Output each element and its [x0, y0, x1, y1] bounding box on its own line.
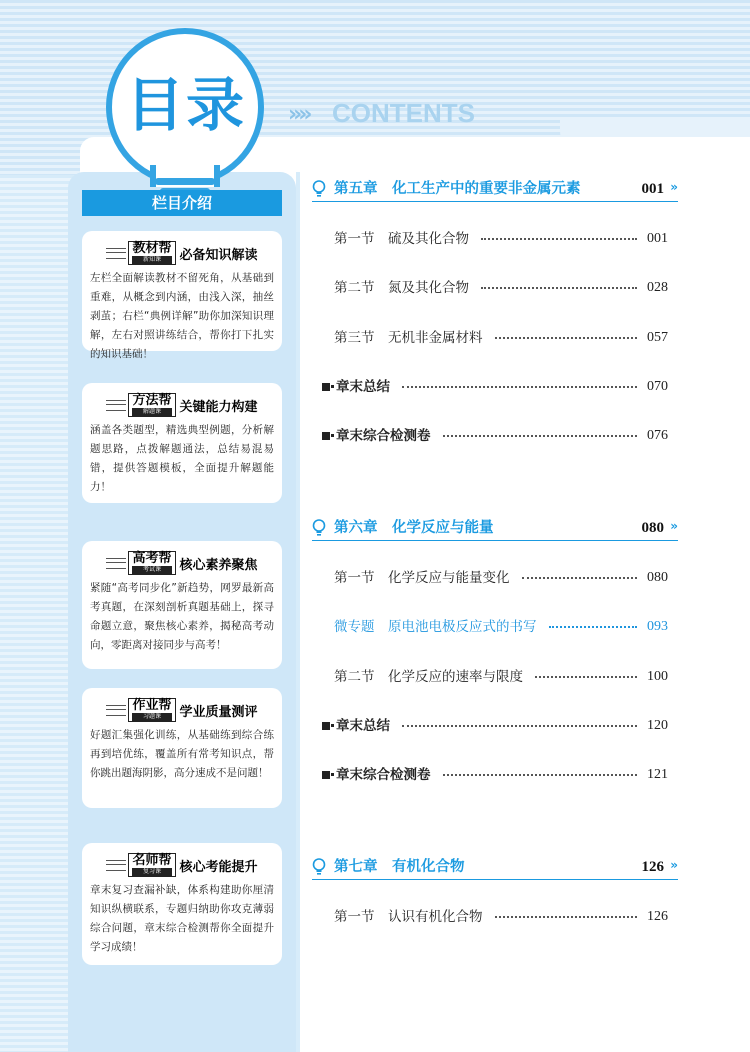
dot-leader — [443, 774, 637, 776]
card-description: 紧随“高考同步化”新趋势，网罗最新高考真题，在深刻剖析真题基础上，探寻命题立意，聚焦核心素养，揭秘高考动向，零距离对接同步与高考！ — [90, 582, 274, 651]
card-slogan: 必备知识解读 — [179, 247, 258, 263]
toc-section-entry[interactable] — [334, 228, 668, 250]
double-chevron-icon: »» — [288, 102, 309, 127]
toc-summary-entry[interactable] — [322, 425, 668, 447]
toc-section-entry[interactable] — [334, 567, 668, 589]
column-intro-card — [82, 383, 282, 503]
card-description: 涵盖各类题型，精选典型例题，分析解题思路，点拨解题通法，总结易混易错，提供答题模板，全面提升解题能力！ — [90, 424, 274, 493]
toc-summary-entry[interactable] — [322, 715, 668, 737]
card-badge-sub: 习题课 — [132, 713, 171, 721]
dash-lines-icon — [106, 860, 126, 871]
card-slogan: 核心素养聚焦 — [179, 557, 258, 573]
card-badge-label: 高考帮 — [132, 551, 172, 566]
card-badge-sub: 解题课 — [132, 408, 171, 416]
column-intro-card — [82, 688, 282, 808]
chapter-title: 第五章 化工生产中的重要非金属元素 — [334, 180, 581, 197]
toc-summary-entry[interactable] — [322, 376, 668, 398]
dot-leader — [402, 725, 637, 727]
card-description: 左栏全面解读教材不留死角，从基础到重难，从概念到内涵，由浅入深，抽丝剥茧；右栏“典例详解”助你加深知识理解，左右对照讲练结合，帮你打下扎实的知识基础！ — [90, 272, 274, 360]
card-badge-sub: 考试课 — [132, 566, 171, 574]
card-header — [90, 698, 274, 724]
chapter-page: 126 — [641, 859, 664, 875]
card-header — [90, 241, 274, 267]
card-header — [90, 551, 274, 577]
entry-page: 070 — [647, 379, 668, 394]
card-badge-label: 作业帮 — [132, 698, 172, 713]
card-badge-sub: 复习课 — [132, 868, 171, 876]
card-badge-label: 教材帮 — [132, 241, 172, 256]
card-slogan: 核心考能提升 — [179, 859, 258, 875]
square-bullet-icon — [322, 771, 330, 779]
entry-page: 120 — [647, 718, 668, 733]
entry-label: 章末综合检测卷 — [336, 767, 431, 783]
dot-leader — [535, 676, 637, 678]
card-slogan: 关键能力构建 — [179, 399, 258, 415]
toc-chapter-heading[interactable] — [312, 857, 678, 880]
page-subtitle: CONTENTS — [332, 98, 475, 128]
dash-lines-icon — [106, 558, 126, 569]
toc-section-entry[interactable] — [334, 277, 668, 299]
entry-page: 093 — [647, 619, 668, 634]
dot-leader — [549, 626, 637, 628]
entry-page: 100 — [647, 669, 668, 684]
entry-label: 章末总结 — [336, 379, 390, 395]
toc-section-entry[interactable] — [334, 666, 668, 688]
chapter-title: 第六章 化学反应与能量 — [334, 519, 494, 536]
entry-label: 第一节 硫及其化合物 — [334, 231, 469, 247]
double-chevron-icon: » — [670, 519, 678, 533]
dot-leader — [495, 337, 637, 339]
card-badge — [128, 551, 175, 575]
square-bullet-icon — [322, 722, 330, 730]
entry-label: 微专题 原电池电极反应式的书写 — [334, 619, 537, 635]
lightbulb-icon — [312, 858, 326, 880]
column-intro-card — [82, 541, 282, 669]
card-badge — [128, 393, 175, 417]
card-badge-label: 方法帮 — [132, 393, 172, 408]
toc-summary-entry[interactable] — [322, 764, 668, 786]
card-badge — [128, 698, 175, 722]
entry-label: 章末总结 — [336, 718, 390, 734]
dash-lines-icon — [106, 705, 126, 716]
toc-chapter-heading[interactable] — [312, 179, 678, 202]
entry-page: 121 — [647, 767, 668, 782]
dot-leader — [495, 916, 637, 918]
entry-label: 第一节 化学反应与能量变化 — [334, 570, 510, 586]
card-slogan: 学业质量测评 — [179, 704, 258, 720]
chapter-page: 001 — [641, 181, 664, 197]
entry-page: 057 — [647, 330, 668, 345]
entry-label: 第二节 氮及其化合物 — [334, 280, 469, 296]
sidebar-edge — [296, 172, 300, 1052]
chapter-title: 第七章 有机化合物 — [334, 858, 465, 875]
square-bullet-icon — [322, 383, 330, 391]
chapter-page: 080 — [641, 520, 664, 536]
dot-leader — [402, 386, 637, 388]
column-intro-card — [82, 843, 282, 965]
entry-label: 第三节 无机非金属材料 — [334, 330, 483, 346]
card-description: 好题汇集强化训练，从基础练到综合练再到培优练，覆盖所有常考知识点，帮你跳出题海阴影，高分速成不是问题！ — [90, 729, 274, 779]
card-badge-sub: 新知课 — [132, 256, 171, 264]
entry-page: 126 — [647, 909, 668, 924]
card-header — [90, 853, 274, 879]
toc-section-entry[interactable] — [334, 906, 668, 928]
dot-leader — [443, 435, 637, 437]
sidebar-heading: 栏目介绍 — [82, 190, 282, 216]
card-badge-label: 名师帮 — [132, 853, 172, 868]
column-intro-card — [82, 231, 282, 360]
card-description: 章末复习查漏补缺，体系构建助你厘清知识纵横联系，专题归纳助你攻克薄弱综合问题，章末综合检测帮你全面提升学习成绩！ — [90, 884, 274, 953]
lightbulb-icon — [312, 519, 326, 541]
toc-chapter-heading[interactable] — [312, 518, 678, 541]
card-badge — [128, 241, 175, 265]
double-chevron-icon: » — [670, 858, 678, 872]
entry-page: 028 — [647, 280, 668, 295]
square-bullet-icon — [322, 432, 330, 440]
double-chevron-icon: » — [670, 180, 678, 194]
dot-leader — [522, 577, 637, 579]
entry-page: 001 — [647, 231, 668, 246]
lightbulb-base — [155, 178, 215, 185]
card-header — [90, 393, 274, 419]
dash-lines-icon — [106, 400, 126, 411]
entry-label: 第一节 认识有机化合物 — [334, 909, 483, 925]
page-title: 目录 — [125, 71, 246, 139]
lightbulb-icon — [312, 180, 326, 202]
card-badge — [128, 853, 175, 877]
dot-leader — [481, 238, 637, 240]
dot-leader — [481, 287, 637, 289]
toc-section-entry[interactable] — [334, 327, 668, 349]
dash-lines-icon — [106, 248, 126, 259]
entry-label: 章末综合检测卷 — [336, 428, 431, 444]
entry-page: 080 — [647, 570, 668, 585]
entry-page: 076 — [647, 428, 668, 443]
toc-special-topic-entry[interactable] — [334, 616, 668, 638]
entry-label: 第二节 化学反应的速率与限度 — [334, 669, 523, 685]
